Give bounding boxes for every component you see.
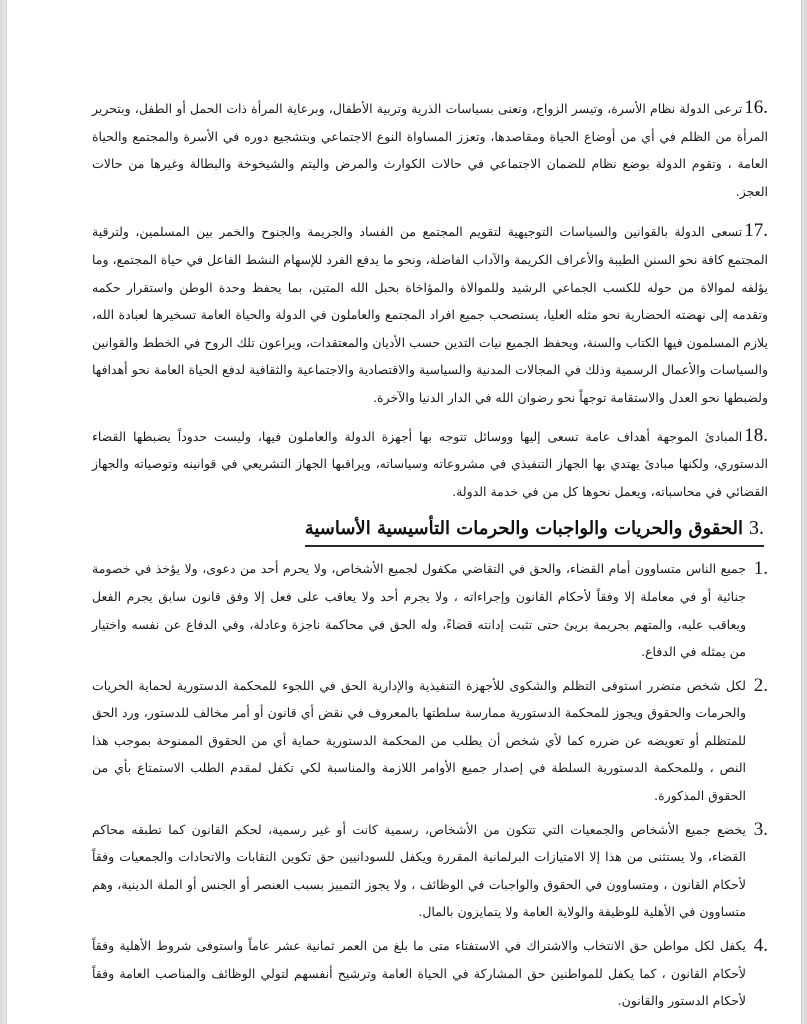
article-text: المبادئ الموجهة أهداف عامة تسعى إليها ووسائل تتوجه بها أجهزة الدولة والعاملون فيها، وليست حدوداً يضبطها القضاء الدستوري، ولكنها مبادئ يهتدي بها الجهاز التنفيذي في مشروعاته وسياساته، ويراقبها الجهاز التشريعي في قوانينه وتوصياته والجهاز القضائي في محاسباته، ويعمل نحوها كل من في خدمة الدولة. <box>92 428 768 499</box>
article-number: 17. <box>744 220 768 242</box>
section-heading <box>305 513 764 547</box>
item-number: 1. <box>753 558 768 580</box>
item-number: 4. <box>753 935 768 957</box>
item-text: لكل شخص متضرر استوفى التظلم والشكوى للأجهزة التنفيذية والإدارية الحق في اللجوء للمحكمة الدستورية لحماية الحريات والحرمات والحقوق ويجوز للمحكمة الدستورية ممارسة سلطتها بالمعروف في نقض أي قانون أو أمر مخالف للدستور، ورد الحق للمتظلم أو تعويضه عن ضرره كما لأي شخص أن يطلب من المحكمة الدستورية حماية أي من الحقوق الممنوحة بموجب هذا النص ، وللمحكمة الدستورية السلطة في إصدار جميع الأوامر اللازمة والمناسبة لكي تكفل لمقدم الطلب الاستمتاع بأي من الحقوق المذكورة. <box>92 677 746 804</box>
document-page <box>92 92 768 1015</box>
section-number: 3. <box>749 517 764 540</box>
page-edge-left <box>0 0 7 1024</box>
list-item-2 <box>92 672 768 810</box>
list-item-1 <box>92 555 768 665</box>
section-heading-row <box>92 513 768 547</box>
list-item-3 <box>92 816 768 926</box>
article-number: 18. <box>744 424 768 446</box>
page-edge-right <box>801 0 807 1024</box>
item-number: 3. <box>753 818 768 840</box>
item-number: 2. <box>753 674 768 696</box>
article-text: ترعى الدولة نظام الأسرة، وتيسر الزواج، وتعنى بسياسات الذرية وتربية الأطفال، وبرعاية المرأة ذات الحمل أو الطفل، وبتحرير المرأة من الظلم في أي من أوضاع الحياة ومقاصدها، وتعزز المساواة النوع الاجتماعي وبتشجيع دوره في الأسرة والمجتمع والحياة العامة ، وتقوم الدولة بوضع نظام للضمان الاجتماعي في حالات الكوارث والمرض واليتم والشيخوخة والبطالة وغيرها من حالات العجز. <box>92 101 768 199</box>
section-title: الحقوق والحريات والواجبات والحرمات التأسيسية الأساسية <box>304 518 743 540</box>
item-text: يخضع جميع الأشخاص والجمعيات التي تتكون من الأشخاص، رسمية كانت أو غير رسمية، لحكم القانون كما تطبقه محاكم القضاء، ولا يستثنى من هذا إلا الامتيازات البرلمانية المقررة ويكفل للسودانيين حق تكوين النقابات والاتحادات والجمعيات وفقاً لأحكام القانون ، ومتساوون في الحقوق والواجبات في الوظائف ، ولا يجوز التمييز بسبب العنصر أو الجنس أو الملة الدينية، وهم متساوون في الأهلية للوظيفة والولاية العامة ولا يتمايزون بالمال. <box>92 821 746 920</box>
article-16 <box>92 94 768 205</box>
article-18 <box>92 422 768 506</box>
article-17 <box>92 217 768 411</box>
article-number: 16. <box>744 97 768 118</box>
item-text: جميع الناس متساوون أمام القضاء، والحق في التقاضي مكفول لجميع الأشخاص، ولا يحرم أحد من دعوى، ولا يؤخذ في خصومة جنائية أو في معاملة إلا وفقاً لأحكام القانون وإجراءاته ، ولا يجرم أحد ولا يعاقب على فعل إلا وفق قانون سابق يجرم الفعل ويعاقب عليه، والمتهم بجريمة بريئ حتى تثبت إدانته قضاءً، وله الحق في محاكمة ناجزة وعادلة، وفي الدفاع عن نفسه واختيار من يمثله في الدفاع. <box>92 561 746 660</box>
article-text: تسعى الدولة بالقوانين والسياسات التوجيهية لتقويم المجتمع من الفساد والجريمة والجنوح والخمر بين المسلمين، ولترقية المجتمع كافة نحو السنن الطيبة والأعراف الكريمة والآداب الفاضلة، ونحو ما يدفع الفرد للإسهام النشط الفاعل في حياة المجتمع، وما يؤلفه لموالاة من حوله للكسب الجماعي الرشيد وللموالاة والمؤاخاة بحبل الله المتين، بما يحفظ وحدة الوطن واستقرار حكمه وتقدمه إلى نهضته الحضارية نحو مثله العليا، يستصحب جميع افراد المجتمع والعاملون في الدولة والحياة العامة تسخيرها لعبادة الله، يلازم المسلمون فيها الكتاب والسنة، ويحفظ الجميع نيات التدين حسب الأديان والمعتقدات، ويراعون تلك الروح في الخطط والقوانين والسياسات والأعمال الرسمية وذلك في المجالات المدنية والسياسية والاقتصادية والاجتماعية والثقافية لدفع الحياة العامة نحو أهدافها ولضبطها نحو العدل والاستقامة توجهاً نحو رضوان الله في الدار الدنيا والآخرة. <box>92 224 768 405</box>
item-text: يكفل لكل مواطن حق الانتخاب والاشتراك في الاستفتاء متى ما بلغ من العمر ثمانية عشر عاماً واستوفى شروط الأهلية وفقاً لأحكام القانون ، كما يكفل للمواطنين حق المشاركة في الحياة العامة وترشيح أنفسهم لتولي الوظائف والمناصب العامة وفقاً لأحكام الدستور والقانون. <box>92 938 746 1009</box>
list-item-4 <box>92 932 768 1015</box>
